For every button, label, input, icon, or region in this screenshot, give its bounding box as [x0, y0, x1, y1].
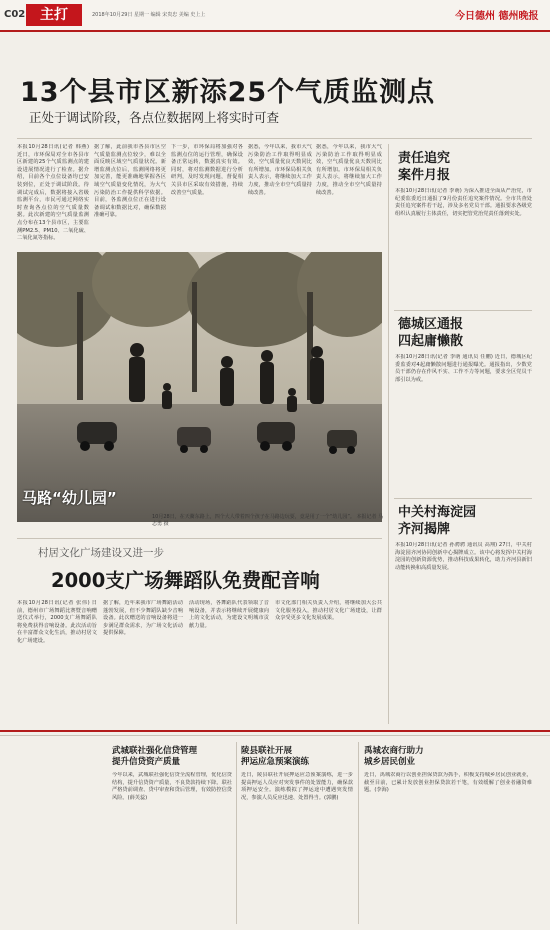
article-column-4: 据悉，今年以来，我市大气污染防治工作取得明显成效，空气质量优良天数同比有所增加。市环保局相关负责人表示，将继续加大工作力度，推动全市空气质量持续改善。 [248, 144, 312, 196]
photo-title: 马路“幼儿园” [22, 489, 117, 507]
sidebar-story-3-text: 本报10月28日讯(记者 孙骋骋 通讯员 高翔) 27日，中关村海淀园齐河协同创新中心揭牌成立。该中心将发挥中关村海淀园的创新资源优势，推动科技成果转化，助力齐河县新旧动能转换和高质量发展。 [395, 542, 532, 571]
bottom-story-3-title: 禹城农商行助力 城乡居民创业 [364, 746, 424, 767]
article-column-3: 下一步，市环保局将加强对各监测点位的运行管理，确保设备正常运转，数据真实有效。同时，将对监测数据进行分析研判，及时发现问题，督促相关县市区采取有效措施，持续改善空气质量。 [171, 144, 243, 196]
main-headline: 13个县市区新添25个气质监测点 [20, 77, 436, 108]
sidebar-story-1-text: 本报10月28日讯(记者 李萌) 为深入推进全面从严治党，市纪委监委近日通报了9月份责任追究案件情况。全市共查处责任追究案件若干起，涉及多名党员干部。通报要求各级党组织认真履行主体责任，切实把管党治党责任落到实处。 [395, 188, 532, 217]
bottom-story-1-text: 今年以来，武城联社强化信贷全流程管理，优化信贷结构，提升信贷资产质量，不良贷款持续下降。联社严格贷前调查、贷中审查和贷后管理，有效防控信贷风险。(薛芙蕊) [112, 772, 232, 801]
second-story-kicker: 村居文化广场建设又进一步 [38, 547, 164, 559]
photo-caption: 10月28日，在天衢东路上，四个大人带着四个孩子在马路边玩耍，竟是用了一个“幼儿园”。 本报记者 马志勇 摄 [152, 514, 384, 527]
sidebar-story-2-title: 德城区通报 四起庸懒散 [398, 317, 464, 349]
bottom-story-2-text: 近日，陵县联社开展押运应急预案演练，进一步提高押运人员应对突发事件的处置能力，确保款项押运安全。演练模拟了押运途中遭遇突发情况，参演人员反应迅速、处置得当。(郭鹏) [241, 772, 353, 801]
bottom-story-3-text: 近日，禹城农商行以创业担保贷款为抓手，积极支持城乡居民创业就业，截至目前，已累计发放创业担保贷款若干笔，有效缓解了创业者融资难题。(李海) [364, 772, 532, 794]
article-column-2: 据了解，此前我市各县市区空气质量监测点位较少，难以全面反映区域空气质量状况。新增监测点位后，监测网络将更加完善，能更准确地掌握各区域空气质量变化情况，为大气污染防治工作提供科学依据。目前，各监测点位正在进行设备调试和数据比对，确保数据准确可靠。 [94, 144, 166, 219]
second-story-column-3: 活动现场，各舞蹈队代表领取了音响设备，并表示将继续开展健康向上的文化活动，为建设文明城市贡献力量。 [189, 600, 269, 629]
second-story-column-2: 据了解，近年来我市广场舞蹈活动蓬勃发展，但不少舞蹈队缺少音响设备。此次赠送的音响设备将进一步满足群众需求，为广场文化活动提供保障。 [103, 600, 183, 637]
newspaper-logo: 今日德州 德州晚报 [455, 11, 539, 22]
bottom-story-2-title: 陵县联社开展 押运应急预案演练 [241, 746, 310, 767]
news-photo [17, 252, 382, 522]
dateline: 2018年10月29日 星期一 编辑 宋贵忠 美编 史上上 [92, 12, 206, 18]
page-number: C02 [4, 9, 26, 20]
second-story-column-4: 市文化部门相关负责人介绍，将继续加大公共文化服务投入，推动村居文化广场建设，让群众享受更多文化发展成果。 [275, 600, 382, 622]
sidebar-story-1-title: 责任追究 案件月报 [398, 151, 451, 183]
sidebar-story-3-title: 中关村海淀园 齐河揭牌 [398, 505, 477, 537]
section-label: 主打 [26, 4, 82, 26]
sidebar-story-2-text: 本报10月28日讯(记者 李萌 通讯员 任鹏) 近日，德城区纪委监委对4起庸懒散问题进行通报曝光。通报指出，少数党员干部仍存在作风不实、工作不力等问题，要求全区党员干部引以为戒。 [395, 354, 532, 383]
second-story-headline: 2000支广场舞蹈队免费配音响 [51, 569, 320, 592]
second-story-column-1: 本报10月28日讯(记者 张伟) 日前，德州市广场舞蹈比赛暨音响赠送仪式举行，2000支广场舞蹈队将免费获得音响设备。此次活动旨在丰富群众文化生活，推动村居文化广场建设。 [17, 600, 97, 644]
article-column-1: 本报10月28日讯(记者 韩燕) 近日，市环保局对全市各县市区新建的25个气质监测点的建设进展情况进行了检查。据介绍，目前各个点位设备均已安装到位，正处于调试阶段。待调试完成后，数据将接入省级监测平台，市民可通过网络实时查询各点位的空气质量数据。此次新建的空气质量监测点分布在13个县市区，主要监测PM2.5、PM10、二氧化硫、二氧化氮等指标。 [17, 144, 89, 242]
bottom-story-1-title: 武城联社强化信贷管理 提升信贷资产质量 [112, 746, 198, 767]
main-subheadline: 正处于调试阶段，各点位数据网上将实时可查 [29, 110, 280, 125]
article-column-5: 据悉，今年以来，我市大气污染防治工作取得明显成效，空气质量优良天数同比有所增加。市环保局相关负责人表示，将继续加大工作力度，推动全市空气质量持续改善。 [316, 144, 382, 196]
